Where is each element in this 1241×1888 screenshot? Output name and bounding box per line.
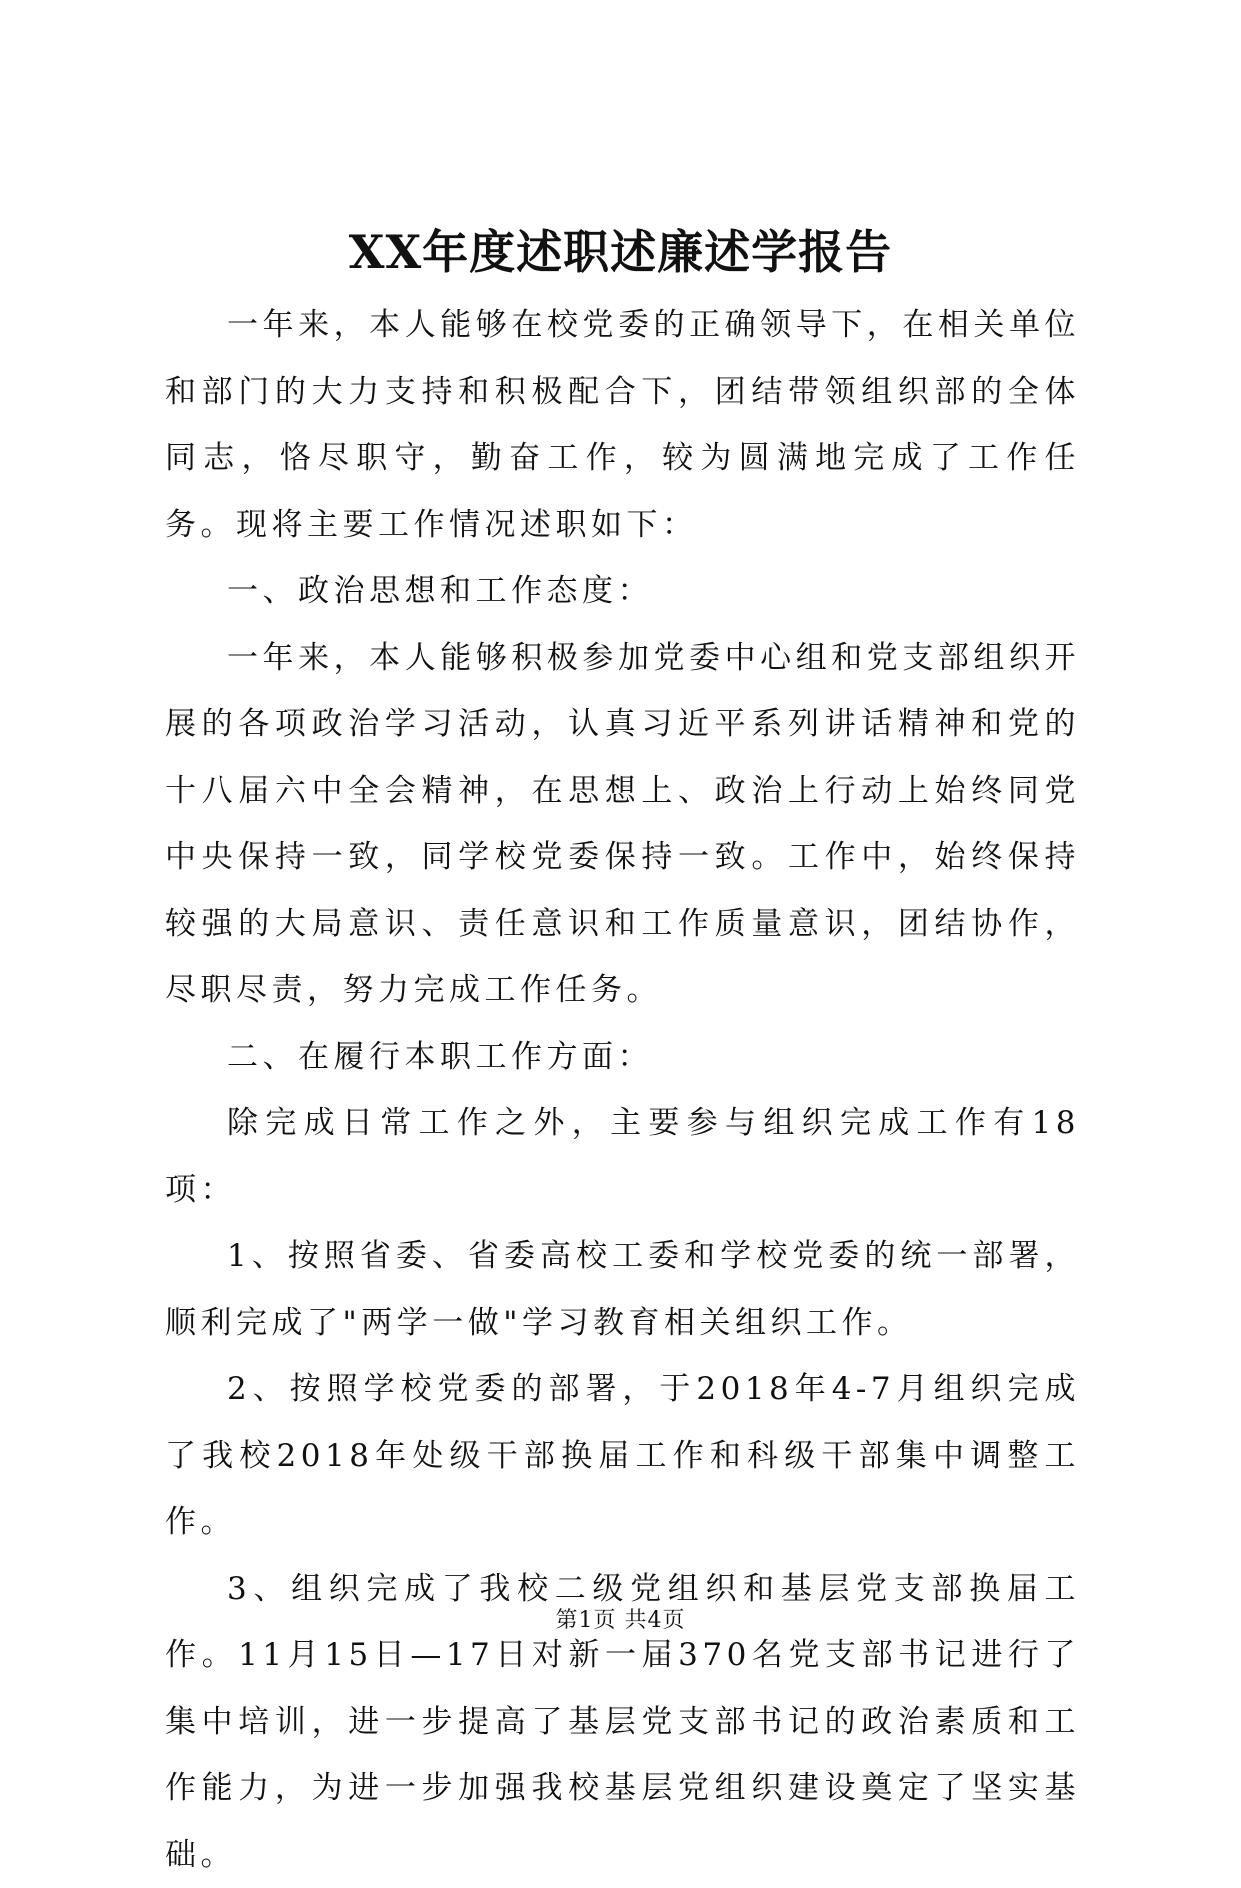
paragraph-intro: 一年来，本人能够在校党委的正确领导下，在相关单位和部门的大力支持和积极配合下，团结带领组织部的全体同志，恪尽职守，勤奋工作，较为圆满地完成了工作任务。现将主要工作情况述职如下：: [165, 292, 1080, 558]
document-body: [165, 292, 1080, 1888]
page-footer: 第1页 共4页: [0, 1606, 1241, 1636]
section-heading-political: 一、政治思想和工作态度：: [165, 558, 1080, 625]
paragraph-duties-summary: 除完成日常工作之外，主要参与组织完成工作有18项：: [165, 1090, 1080, 1223]
paragraph-political: 一年来，本人能够积极参加党委中心组和党支部组织开展的各项政治学习活动，认真习近平系列讲话精神和党的十八届六中全会精神，在思想上、政治上行动上始终同党中央保持一致，同学校党委保持一致。工作中，始终保持较强的大局意识、责任意识和工作质量意识，团结协作，尽职尽责，努力完成工作任务。: [165, 625, 1080, 1024]
list-item-3: 3、组织完成了我校二级党组织和基层党支部换届工作。11月15日—17日对新一届370名党支部书记进行了集中培训，进一步提高了基层党支部书记的政治素质和工作能力，为进一步加强我校基层党组织建设奠定了坚实基础。: [165, 1556, 1080, 1888]
list-item-1: 1、按照省委、省委高校工委和学校党委的统一部署，顺利完成了"两学一做"学习教育相关组织工作。: [165, 1223, 1080, 1356]
list-item-2: 2、按照学校党委的部署，于2018年4-7月组织完成了我校2018年处级干部换届工作和科级干部集中调整工作。: [165, 1356, 1080, 1556]
document-title: XX年度述职述廉述学报告: [0, 222, 1241, 282]
section-heading-duties: 二、在履行本职工作方面：: [165, 1024, 1080, 1091]
